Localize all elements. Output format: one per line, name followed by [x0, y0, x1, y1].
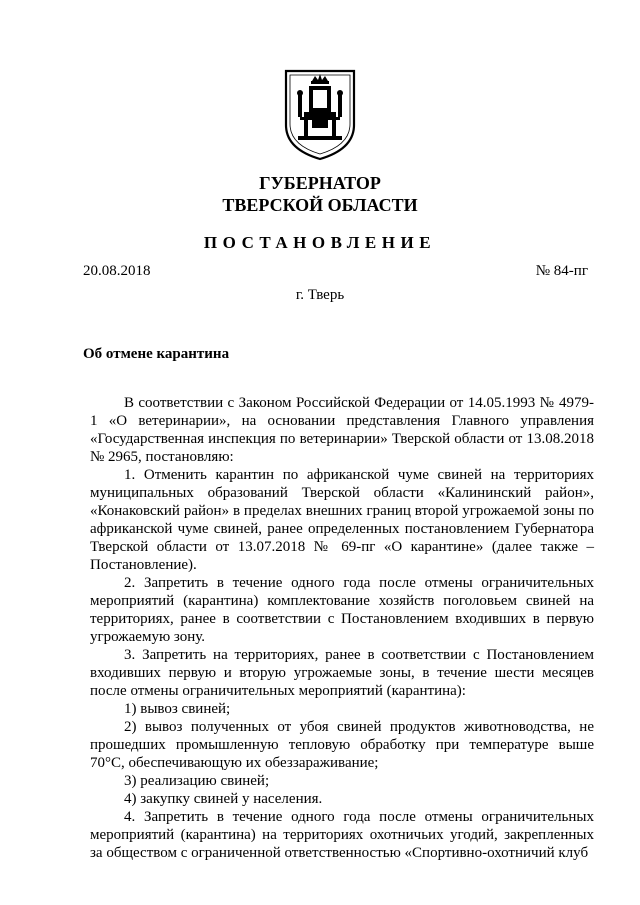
- clause-3-item-1: 1) вывоз свиней;: [124, 701, 231, 717]
- document-number: № 84-пг: [535, 263, 588, 279]
- document-date: 20.08.2018: [83, 263, 151, 279]
- document-subject: Об отмене карантина: [83, 346, 230, 362]
- clause-3-item-3: 3) реализацию свиней;: [124, 773, 270, 789]
- issuer-line-2: ТВЕРСКОЙ ОБЛАСТИ: [222, 195, 418, 215]
- clause-3: 3. Запретить на территориях, ранее в соответствии с Постановлением входивших первую и вторую угрожаемые зоны, в течение шести месяцев после отмены ограничительных мероприятий (карантина):: [90, 647, 594, 699]
- clause-3-item-2: 2) вывоз полученных от убоя свиней продуктов животноводства, не прошедших промышленную тепловую обработку при температуре выше 70°С, обеспечивающую их обеззараживание;: [90, 719, 594, 771]
- clause-3-item-4: 4) закупку свиней у населения.: [124, 791, 323, 807]
- preamble-paragraph: В соответствии с Законом Российской Федерации от 14.05.1993 № 4979-1 «О ветеринарии», на основании представления Главного управления «Государственная инспекция по ветеринарии» Тверской области от 13.08.2018 № 2965, постановляю:: [90, 395, 594, 465]
- clause-4: 4. Запретить в течение одного года после отмены ограничительных мероприятий (карантина) на территориях охотничьих угодий, закрепленных за обществом с ограниченной ответственностью «Спортивно-охотничий клуб: [90, 809, 594, 861]
- clause-2: 2. Запретить в течение одного года после отмены ограничительных мероприятий (карантина) комплектование хозяйств поголовьем свиней на территориях, ранее в соответствии с Постановлением входивших в первую угрожаемую зону.: [90, 575, 594, 645]
- document-type: ПОСТАНОВЛЕНИЕ: [203, 233, 437, 252]
- document-city: г. Тверь: [295, 287, 345, 303]
- issuer-line-1: ГУБЕРНАТОР: [259, 173, 381, 193]
- document-body: [90, 394, 594, 862]
- coat-of-arms-icon: [282, 65, 358, 161]
- clause-1: 1. Отменить карантин по африканской чуме свиней на территориях муниципальных образований Тверской области «Калининский район», «Конаковский район» в пределах внешних границ второй угрожаемой зоны по африканской чуме свиней, ранее определенных постановлением Губернатора Тверской области от 13.07.2018 № 69-пг «О карантине» (далее также – Постановление).: [90, 467, 594, 573]
